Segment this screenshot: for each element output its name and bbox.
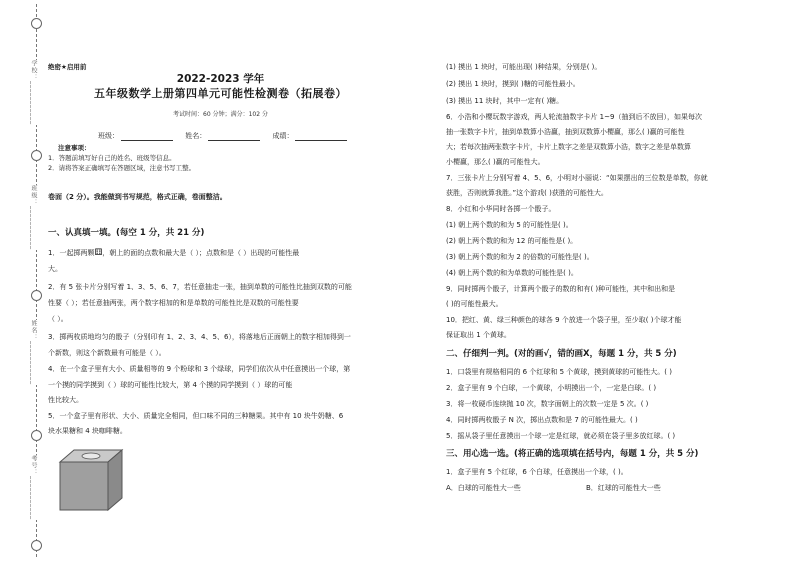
choice-1-option-a: A．白球的可能性大一些 — [446, 484, 521, 492]
section1-title: 一、认真填一填。(每空 1 分，共 21 分) — [48, 228, 205, 238]
question-8: 8．小红和小华同时各掷一个骰子。 — [446, 205, 556, 213]
question-3-cont: 个新数，则这个新数最有可能是（ ）。 — [48, 349, 166, 357]
question-10: 10．把红、黄、绿三种颜色的球各 9 个放进一个袋子里，至少取( )个球才能 — [446, 316, 682, 324]
question-4-cont: 性比较大。 — [48, 396, 83, 404]
candy-box-illustration — [58, 448, 124, 514]
question-4: 4．在一个盒子里有大小、质量相等的 9 个粉球和 3 个绿球，同学们依次从中任意摸出一个球，第 — [48, 365, 351, 373]
question-9-cont: ( )的可能性最大。 — [446, 300, 503, 308]
neatness-note: 卷面（2 分）。我能做到书写规范，格式正确，卷面整洁。 — [48, 193, 227, 201]
section3-title: 三、用心选一选。(将正确的选项填在括号内，每题 1 分，共 5 分) — [446, 449, 699, 459]
binding-field-class: 班级：___________ — [30, 185, 37, 250]
note-item: 2．请将答案正确填写在答题区域，注意书写工整。 — [48, 164, 196, 172]
q5-part3: (3) 摸出 11 块时，其中一定有( )糖。 — [446, 97, 564, 105]
judge-3: 3．将一枚硬币连续抛 10 次，数字面朝上的次数一定是 5 次。( ) — [446, 400, 649, 408]
q8-part4: (4) 朝上两个数的和为单数的可能性是( )。 — [446, 269, 578, 277]
q8-part1: (1) 朝上两个数的和为 5 的可能性是( )。 — [446, 221, 573, 229]
binding-margin — [0, 0, 46, 561]
class-label: 班级： — [98, 132, 119, 140]
binding-hole — [31, 18, 42, 29]
info-fields — [98, 131, 357, 141]
name-line[interactable] — [208, 133, 260, 141]
judge-5: 5．摇从袋子里任意摸出一个球一定是红球，就必须在袋子里多放红球。( ) — [446, 432, 676, 440]
binding-hole — [31, 540, 42, 551]
exam-meta: 考试时间：60 分钟；满分：102 分 — [173, 111, 268, 118]
question-4-cont: 一个摸的同学摸到（ ）球的可能性比较大，第 4 个摸的同学摸到（ ）球的可能 — [48, 381, 293, 389]
question-5-cont: 块水果糖和 4 块咖啡糖。 — [48, 427, 127, 435]
choice-1: 1．盒子里有 5 个红球，6 个白球，任意摸出一个球，( )。 — [446, 468, 628, 476]
judge-4: 4．同时掷两枚骰子 N 次，掷出点数和是 7 的可能性最大。( ) — [446, 416, 638, 424]
question-1: 1．一起掷两颗⚅，朝上的面的点数和最大是（ ）；点数和是（ ）出现的可能性最 — [48, 248, 300, 258]
confidential-mark: 绝密★启用前 — [48, 63, 87, 71]
q5-part2: (2) 摸出 1 块时，摸到( )糖的可能性最小。 — [446, 80, 580, 88]
question-9: 9．同时掷两个骰子，计算两个骰子的数的和有( )种可能性，其中和出和是 — [446, 285, 676, 293]
binding-field-id: 考号：___________ — [30, 455, 37, 520]
question-1-cont: 大。 — [48, 265, 62, 273]
class-line[interactable] — [121, 133, 173, 141]
score-label: 成绩： — [272, 132, 294, 140]
q5-part1: (1) 摸出 1 块时，可能出现( )种结果，分别是( )。 — [446, 63, 602, 71]
question-5: 5．一个盒子里有形状、大小、质量完全相同，但口味不同的三种糖果。其中有 10 块牛奶糖、6 — [48, 412, 344, 420]
q8-part3: (3) 朝上两个数的和为 2 的倍数的可能性是( )。 — [446, 253, 594, 261]
judge-2: 2．盒子里有 9 个白球，一个黄球，小明摸出一个，一定是白球。( ) — [446, 384, 657, 392]
question-6: 6．小浩和小樱玩数字游戏，两人轮流抽数字卡片 1~9（抽到后不放回），如果每次 — [446, 113, 702, 121]
question-2-cont: （ ）。 — [48, 315, 68, 323]
question-3: 3．掷两枚质地均匀的骰子（分别印有 1、2、3、4、5、6），将落地后正面朝上的数字相加得到一 — [48, 333, 351, 341]
dice-icon: ⚅ — [94, 248, 103, 258]
binding-hole — [31, 150, 42, 161]
page-title: 五年级数学上册第四单元可能性检测卷（拓展卷） — [94, 87, 347, 100]
question-2-cont: 性要（ ）；若任意抽两张，两个数字相加的和是单数的可能性比是双数的可能性要 — [48, 299, 299, 307]
question-2: 2．有 5 张卡片分别写着 1、3、5、6、7，若任意抽走一张，抽到单数的可能性比抽到双数的可能 — [48, 283, 352, 291]
section2-title: 二、仔细判一判。(对的画√，错的画Ⅹ，每题 1 分，共 5 分) — [446, 349, 677, 359]
score-line[interactable] — [295, 133, 347, 141]
note-item: 1．答题前填写好自己的姓名、班级等信息。 — [48, 154, 176, 162]
question-7: 7．三张卡片上分别写着 4、5、6，小明对小丽说：“如果摆出的三位数是单数，你就 — [446, 174, 708, 182]
question-6-cont: 大；若每次抽两张数字卡片，卡片上数字之差是双数算小浩，数字之差是单数算 — [446, 143, 691, 151]
choice-1-option-b: B．红球的可能性大一些 — [586, 484, 661, 492]
question-6-cont: 小樱赢，那么( )赢的可能性大。 — [446, 158, 545, 166]
q8-part2: (2) 朝上两个数的和为 12 的可能性是( )。 — [446, 237, 578, 245]
name-label: 姓名： — [185, 132, 207, 140]
notes-title: 注意事项： — [58, 144, 91, 152]
question-10-cont: 保证取出 1 个黄球。 — [446, 331, 511, 339]
binding-field-name: 姓名：___________ — [30, 320, 37, 385]
question-7-cont: 获胜，否则就算我胜。”这个游戏( )获胜的可能性大。 — [446, 189, 608, 197]
binding-hole — [31, 290, 42, 301]
judge-1: 1．口袋里有规格相同的 6 个红球和 5 个黄球，摸到黄球的可能性大。( ) — [446, 368, 672, 376]
binding-hole — [31, 430, 42, 441]
binding-field-school: 学校：___________ — [30, 60, 37, 125]
year-title: 2022-2023 学年 — [176, 73, 265, 85]
question-6-cont: 抽一张数字卡片，抽到单数算小浩赢，抽到双数算小樱赢，那么( )赢的可能性 — [446, 128, 685, 136]
